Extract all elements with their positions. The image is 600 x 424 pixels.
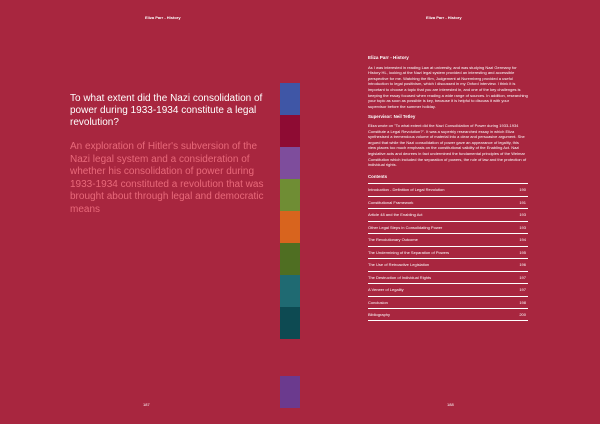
toc-title: A Veneer of Legality bbox=[368, 287, 404, 293]
toc-row[interactable] bbox=[368, 258, 528, 271]
left-running-header: Eliza Parr - History bbox=[145, 15, 181, 20]
right-page-number: 188 bbox=[447, 402, 454, 407]
toc-title: Bibliography bbox=[368, 311, 391, 317]
toc-page: 197 bbox=[519, 274, 526, 280]
toc-title: The Use of Retroactive Legislation bbox=[368, 262, 430, 268]
toc-page: 194 bbox=[519, 237, 526, 243]
color-swatch bbox=[280, 83, 300, 115]
toc-row[interactable] bbox=[368, 208, 528, 221]
color-swatch bbox=[280, 307, 300, 339]
toc-page: 196 bbox=[519, 262, 526, 268]
toc-row[interactable] bbox=[368, 221, 528, 234]
contents-table bbox=[368, 183, 528, 321]
toc-title: The Destruction of Individual Rights bbox=[368, 274, 432, 280]
color-swatch bbox=[280, 115, 300, 147]
toc-page: 198 bbox=[519, 299, 526, 305]
toc-page: 190 bbox=[519, 187, 526, 193]
essay-subtitle: An exploration of Hitler's subversion of the Nazi legal system and a consideration of whether his consolidation of power during 1933-1934 constituted a revolution that was brought about through legal and democratic means bbox=[70, 141, 264, 215]
intro-paragraph: As I was interested in reading Law at university, and was studying Nazi Germany for History HL, looking at the Nazi legal system provided an interesting and accessible perspective for me. Watching the film, Judgement at Nuremberg provided a useful introduction to legal positivism, which I discussed in my Oxford interview. I think it is important to choose a topic that you are interested in, and one of the key challenges is keeping the essay focused when reading a wide range of sources. In addition, researching your topic as soon as possible is key, because it is helpful to discuss it with your supervisor before the summer holiday. bbox=[368, 64, 528, 109]
color-swatch bbox=[280, 179, 300, 211]
toc-page: 191 bbox=[519, 199, 526, 205]
toc-row[interactable] bbox=[368, 296, 528, 309]
right-running-header: Eliza Parr - History bbox=[426, 15, 462, 20]
author-heading: Eliza Parr - History bbox=[368, 55, 409, 60]
supervisor-paragraph: Eliza wrote on "To what extent did the Nazi Consolidation of Power during 1933-1934 Constitute a Legal Revolution?". It was a superbly researched essay in which Eliza synthesised a tremendous volume of material into a clear and persuasive argument. She argued that while the Nazi consolidation of power gave an appearance of legality, this view places too much emphasis on the constitutional validity of the Enabling Act. Nazi legislative acts and decrees in fact undermined the fundamental principles of the Weimar Constitution which included the separation of powers, the rule of law and the protection of individual rights. bbox=[368, 122, 527, 168]
toc-row[interactable] bbox=[368, 196, 528, 209]
toc-title: Constitutional Framework bbox=[368, 199, 414, 205]
contents-heading: Contents bbox=[368, 173, 388, 179]
toc-title: The Revolutionary Outcome bbox=[368, 237, 418, 243]
toc-row[interactable] bbox=[368, 183, 528, 196]
toc-page: 195 bbox=[519, 249, 526, 255]
color-swatch bbox=[280, 275, 300, 307]
toc-page: 197 bbox=[519, 287, 526, 293]
color-swatch bbox=[280, 211, 300, 243]
toc-title: Other Legal Steps in Consolidating Power bbox=[368, 224, 443, 230]
toc-page: 193 bbox=[519, 212, 526, 218]
essay-question: To what extent did the Nazi consolidation of power during 1933-1934 constitute a legal revolution? bbox=[70, 93, 263, 128]
toc-row[interactable] bbox=[368, 308, 528, 321]
toc-row[interactable] bbox=[368, 271, 528, 284]
toc-row[interactable] bbox=[368, 246, 528, 259]
toc-title: Conclusion bbox=[368, 299, 388, 305]
toc-title: Article 48 and the Enabling Act bbox=[368, 212, 423, 218]
left-page-number: 187 bbox=[143, 402, 150, 407]
toc-title: The Undermining of the Separation of Powers bbox=[368, 249, 450, 255]
toc-row[interactable] bbox=[368, 283, 528, 296]
supervisor-heading: Supervisor: Neil Tetley bbox=[368, 114, 416, 120]
toc-row[interactable] bbox=[368, 233, 528, 246]
color-swatch-bottom bbox=[280, 376, 300, 408]
color-swatch bbox=[280, 147, 300, 179]
right-page-content bbox=[368, 55, 528, 321]
color-swatch bbox=[280, 243, 300, 275]
toc-title: Introduction - Definition of Legal Revolution bbox=[368, 187, 445, 193]
toc-page: 193 bbox=[519, 224, 526, 230]
toc-page: 200 bbox=[519, 311, 526, 317]
color-strip bbox=[280, 83, 300, 339]
